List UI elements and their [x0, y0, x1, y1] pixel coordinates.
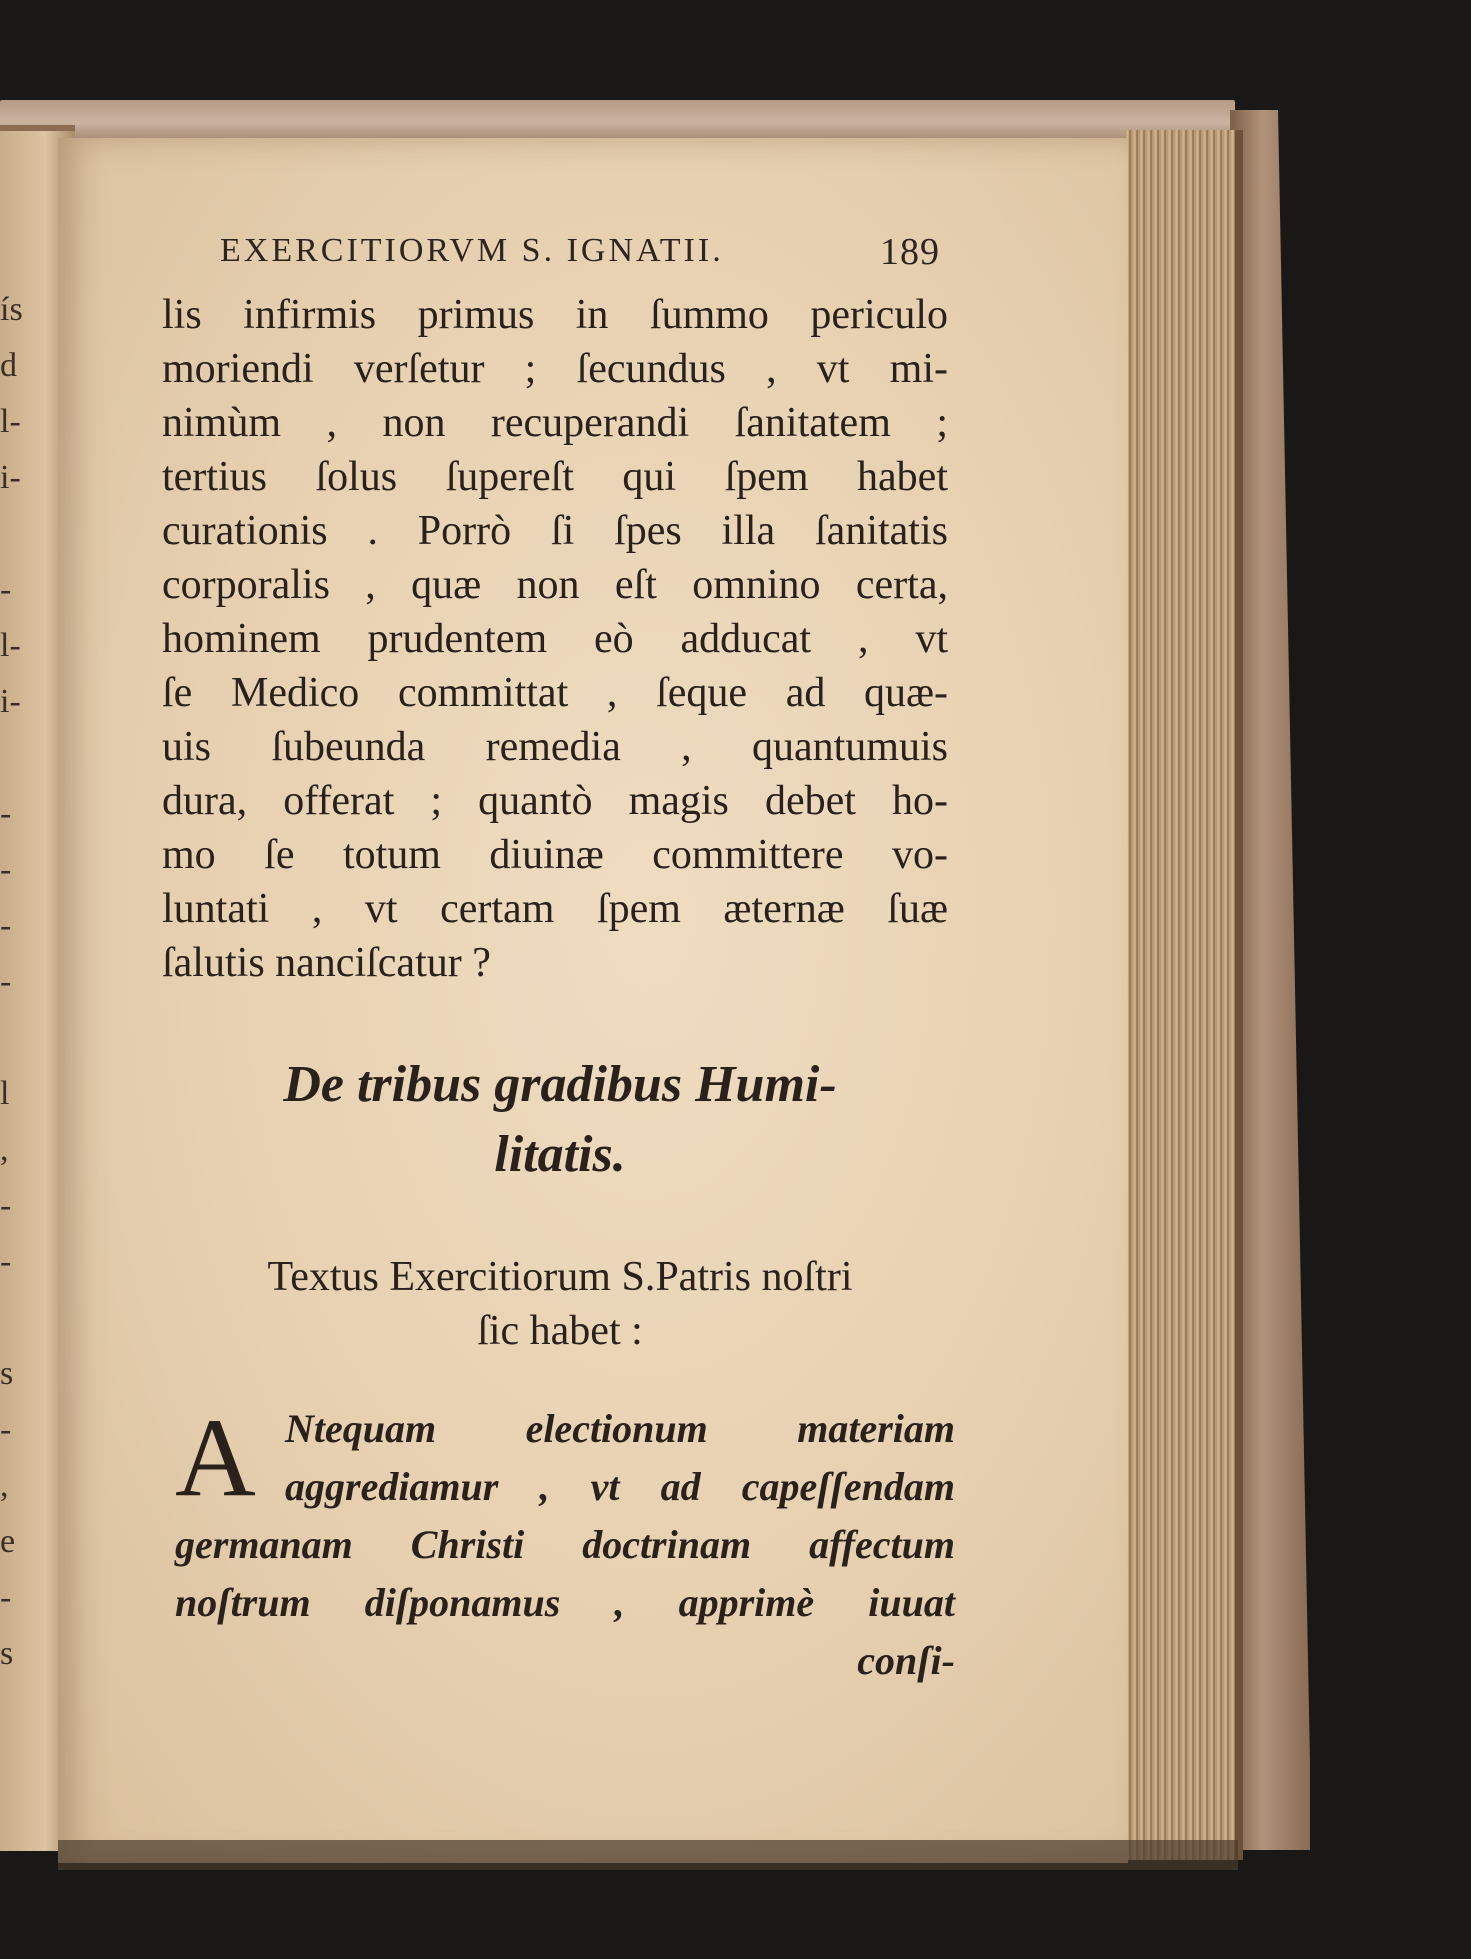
subheading [170, 1250, 950, 1358]
body-line: lis infirmis primus in ſummo periculo [162, 292, 948, 338]
body-paragraph [162, 288, 948, 990]
bottom-cover-edge [58, 1840, 1238, 1870]
body-line: corporalis , quæ non eſt omnino certa, [162, 562, 948, 608]
running-head [220, 231, 940, 273]
subheading-line: Textus Exercitiorum S.Patris noſtri [267, 1254, 853, 1300]
left-page-fragment: - [0, 907, 12, 944]
left-page-fragment: e [0, 1523, 16, 1560]
left-page-fragment: i- [0, 459, 21, 496]
subheading-line: ſic habet : [477, 1308, 643, 1354]
body-line: mo ſe totum diuinæ committere vo- [162, 832, 948, 878]
body-line: hominem prudentem eò adducat , vt [162, 616, 948, 662]
left-page-fragment: l- [0, 627, 21, 664]
body-line: ſalutis nanciſcatur ? [162, 940, 491, 986]
body-line: moriendi verſetur ; ſecundus , vt mi- [162, 346, 948, 392]
left-page-fragment: , [0, 1131, 9, 1168]
left-page-fragment: - [0, 1579, 12, 1616]
body-line: dura, offerat ; quantò magis debet ho- [162, 778, 948, 824]
quote-line: germanam Christi doctrinam affectum [175, 1522, 955, 1567]
body-line: curationis . Porrò ſi ſpes illa ſanitatis [162, 508, 948, 554]
body-line: uis ſubeunda remedia , quantumuis [162, 724, 948, 770]
quote-line: aggrediamur , vt ad capeſſendam [285, 1464, 955, 1509]
section-heading-line: litatis. [494, 1126, 626, 1183]
left-page-fragment [0, 1293, 22, 1349]
left-page-fragment: , [0, 1467, 9, 1504]
page-block-edges [1125, 130, 1243, 1860]
left-page-fragment: s [0, 1355, 14, 1392]
left-page-fragment: - [0, 1187, 12, 1224]
drop-capital: A [175, 1396, 256, 1520]
left-page-fragment: d [0, 347, 17, 384]
left-page-fragment: - [0, 1243, 12, 1280]
page-number: 189 [880, 231, 940, 273]
body-line: ſe Medico committat , ſeque ad quæ- [162, 670, 948, 716]
section-heading-line: De tribus gradibus Humi- [283, 1056, 837, 1113]
left-page-fragment: - [0, 963, 12, 1000]
running-head-title: EXERCITIORVM S. IGNATII. [220, 232, 724, 269]
section-heading [200, 1050, 920, 1190]
left-page-fragment: l [0, 1075, 10, 1112]
left-page-fragment: - [0, 571, 12, 608]
body-line: nimùm , non recuperandi ſanitatem ; [162, 400, 948, 446]
left-page-fragment [0, 1013, 22, 1069]
body-line: tertius ſolus ſupereſt qui ſpem habet [162, 454, 948, 500]
body-line: luntati , vt certam ſpem æternæ ſuæ [162, 886, 948, 932]
quoted-text [175, 1396, 955, 1690]
catchword: conſi- [857, 1638, 955, 1683]
left-page-fragment: ís [0, 291, 23, 328]
left-page-fragment: - [0, 1411, 12, 1448]
left-page-fragment: - [0, 851, 12, 888]
quote-line: noſtrum diſponamus , apprimè iuuat [175, 1580, 955, 1625]
left-page-fragment: l- [0, 403, 21, 440]
left-page-text-fragments [0, 285, 22, 1685]
quote-line: Ntequam electionum materiam [285, 1406, 955, 1451]
left-page-fragment: s [0, 1635, 14, 1672]
left-page-fragment: - [0, 795, 12, 832]
left-page-fragment [0, 733, 22, 789]
left-page-fragment [0, 509, 22, 565]
left-page-fragment: i- [0, 683, 21, 720]
